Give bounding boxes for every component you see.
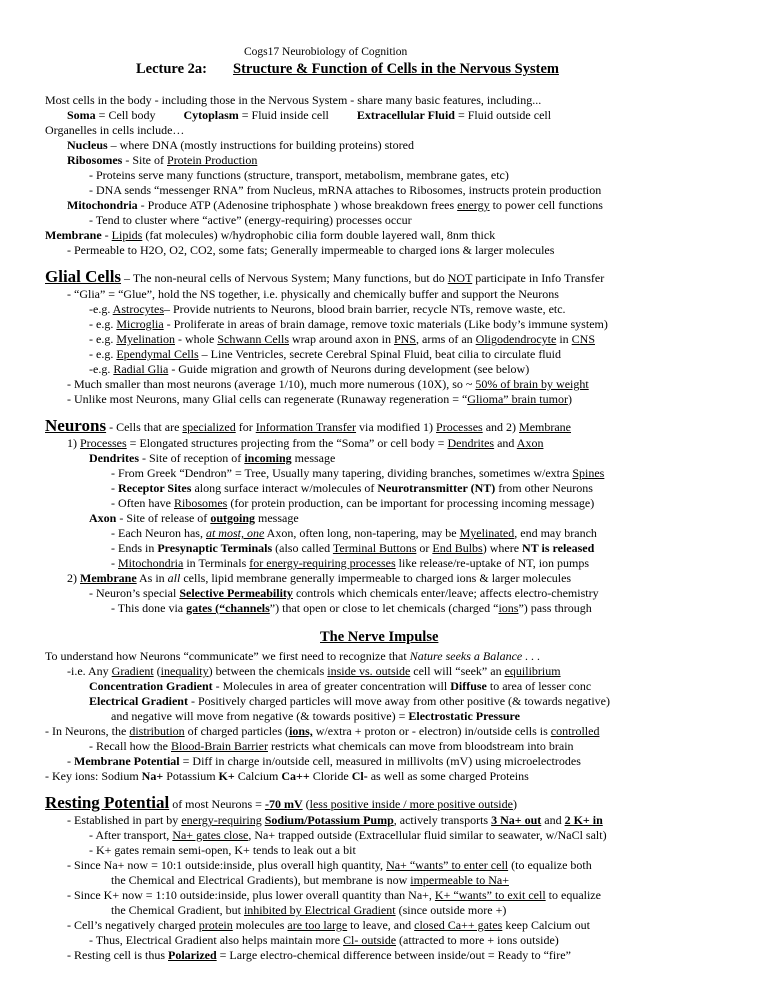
text-fragment: - Produce ATP (Adenosine triphosphate ) whose breakdown frees xyxy=(137,198,458,212)
text-fragment: - From Greek “Dendron” = Tree, Usually many tapering, dividing branches, sometimes w/extra xyxy=(111,466,573,480)
bold-text: Diffuse xyxy=(450,679,487,693)
bold-underlined-text: outgoing xyxy=(210,511,255,525)
text-fragment: to area of lesser conc xyxy=(486,679,592,693)
cytoplasm-def: = Fluid inside cell xyxy=(238,108,329,122)
text-fragment: Calcium xyxy=(234,769,282,783)
text-fragment: - e.g. xyxy=(89,332,117,346)
text-fragment: - Neuron’s special xyxy=(89,586,180,600)
membrane-sub-permeability xyxy=(89,586,599,601)
text-fragment: -e.g. xyxy=(89,362,114,376)
underlined-text: Microglia xyxy=(116,317,164,331)
underlined-text: Glioma” brain tumor xyxy=(467,392,568,406)
text-fragment: keep Calcium out xyxy=(502,918,590,932)
mitochondria-sub-1: - Tend to cluster where “active” (energy-requiring) processes occur xyxy=(89,213,412,227)
bold-text: Membrane Potential xyxy=(74,754,180,768)
nerve-impulse-heading: The Nerve Impulse xyxy=(320,629,439,645)
protein-line xyxy=(67,918,590,933)
underlined-text: Na+ “wants” to enter cell xyxy=(386,858,509,872)
text-fragment: - Recall how the xyxy=(89,739,171,753)
text-fragment: and xyxy=(494,436,517,450)
dendrites-sub-2 xyxy=(111,481,593,496)
text-fragment: - Each Neuron has, xyxy=(111,526,206,540)
text-fragment: w/extra + proton or - electron) in/outside cells is xyxy=(312,724,551,738)
italic-underlined-text: at most, one xyxy=(205,526,265,540)
electrostatic-pressure-line xyxy=(111,709,520,724)
underlined-text: Myelinated xyxy=(459,526,515,540)
ecf-term: Extracellular Fluid xyxy=(356,108,455,122)
dendrites-sub-3 xyxy=(111,496,594,511)
underlined-text: CNS xyxy=(571,332,595,346)
text-fragment: , end may branch xyxy=(514,526,597,540)
text-fragment: ”) that open or close to let chemicals (charged “ xyxy=(269,601,499,615)
text-fragment: Potassium xyxy=(163,769,219,783)
text-fragment: - e.g. xyxy=(89,317,117,331)
text-fragment: to leave, and xyxy=(347,918,415,932)
text-fragment: - e.g. xyxy=(89,347,117,361)
lecture-title: Structure & Function of Cells in the Nervous System xyxy=(233,61,559,77)
text-fragment: - Positively charged particles will move away from other positive (& towards negative) xyxy=(187,694,610,708)
text-fragment: - Resting cell is thus xyxy=(67,948,168,962)
underlined-text: K+ “wants” to exit cell xyxy=(434,888,546,902)
underlined-text: Gradient xyxy=(111,664,154,678)
text-fragment: - Site of release of xyxy=(116,511,211,525)
gradient-line xyxy=(67,664,561,679)
bold-underlined-text: Selective Permeability xyxy=(179,586,293,600)
bold-underlined-text: Sodium/Potassium Pump xyxy=(264,813,394,827)
basic-features-line xyxy=(67,108,551,123)
bold-underlined-text: Membrane xyxy=(80,571,137,585)
membrane-sub-gates xyxy=(111,601,592,616)
underlined-text: Mitochondria xyxy=(118,556,184,570)
axon-term: Axon xyxy=(89,511,117,525)
glia-glue-line: - “Glia” = “Glue”, hold the NS together, i.e. physically and chemically buffer and support the Neurons xyxy=(67,287,559,301)
nucleus-line xyxy=(67,138,414,153)
text-fragment: - xyxy=(67,754,74,768)
membrane-line xyxy=(45,228,495,243)
text-fragment: molecules xyxy=(232,918,288,932)
text-fragment: to power cell functions xyxy=(489,198,603,212)
nucleus-term: Nucleus xyxy=(67,138,108,152)
underlined-text: Protein Production xyxy=(167,153,258,167)
text-fragment: along surface interact w/molecules of xyxy=(191,481,378,495)
cl-line xyxy=(89,933,559,948)
text-fragment: ”) pass through xyxy=(518,601,592,615)
text-fragment: ) xyxy=(567,392,572,406)
text-fragment: (attracted to more + ions outside) xyxy=(396,933,559,947)
text-fragment: As in xyxy=(136,571,168,585)
underlined-text: Na+ gates close xyxy=(172,828,249,842)
text-fragment: , actively transports xyxy=(393,813,492,827)
course-line: Cogs17 Neurobiology of Cognition xyxy=(244,46,408,58)
bold-underlined-text: ions, xyxy=(289,724,313,738)
bold-underlined-text: incoming xyxy=(244,451,292,465)
bold-underlined-text: 2 K+ in xyxy=(564,813,603,827)
text-fragment: , arms of an xyxy=(416,332,476,346)
text-fragment: message xyxy=(255,511,299,525)
text-fragment: for xyxy=(235,420,256,434)
membrane-potential-line xyxy=(67,754,581,769)
glial-heading-line xyxy=(45,267,604,288)
astrocytes-line xyxy=(89,302,566,317)
text-fragment: (also called xyxy=(272,541,333,555)
resting-potential-heading: Resting Potential xyxy=(45,793,170,812)
text-fragment: - Molecules in area of greater concentration will xyxy=(212,679,451,693)
ribosomes-sub-2: - DNA sends “messenger RNA” from Nucleus, mRNA attaches to Ribosomes, instructs protein production xyxy=(89,183,602,197)
text-fragment: and 2) xyxy=(482,420,520,434)
text-fragment: - xyxy=(111,481,118,495)
text-fragment: To understand how Neurons “communicate” we first need to recognize that xyxy=(45,649,410,663)
text-fragment: message xyxy=(291,451,336,465)
text-fragment: the Chemical Gradient, but xyxy=(111,903,244,917)
glia-regenerate-line xyxy=(67,392,572,407)
bold-text: Electrostatic Pressure xyxy=(408,709,520,723)
impulse-intro-line xyxy=(45,649,540,664)
text-fragment: = Diff in charge in/outside cell, measured in millivolts (mV) using microelectrodes xyxy=(179,754,581,768)
bold-underlined-text: gates (“channels xyxy=(186,601,270,615)
text-fragment: - In Neurons, the xyxy=(45,724,130,738)
bold-text: NT is released xyxy=(522,541,595,555)
text-fragment: - Site of reception of xyxy=(139,451,245,465)
underlined-text: Dendrites xyxy=(447,436,495,450)
underlined-text: impermeable to Na+ xyxy=(410,873,509,887)
bold-text: Na+ xyxy=(141,769,164,783)
text-fragment: , Na+ trapped outside (Extracellular fluid similar to seawater, w/NaCl salt) xyxy=(248,828,607,842)
underlined-text: ions xyxy=(498,601,519,615)
text-fragment: (for protein production, can be important for processing incoming message) xyxy=(227,496,595,510)
text-fragment: (since outside more +) xyxy=(395,903,507,917)
underlined-text: Processes xyxy=(436,420,483,434)
membrane-point-line xyxy=(67,571,571,586)
underlined-text: are too large xyxy=(287,918,348,932)
text-fragment: 1) xyxy=(67,436,80,450)
text-fragment: to equalize xyxy=(545,888,601,902)
underlined-text: Membrane xyxy=(519,420,572,434)
text-fragment: - Proliferate in areas of brain damage, remove toxic materials (Like body’s immune system) xyxy=(163,317,608,331)
text-fragment: -e.g. xyxy=(89,302,113,316)
underlined-text: Astrocytes xyxy=(112,302,164,316)
text-fragment: - Since Na+ now = 10:1 outside:inside, plus overall high quantity, xyxy=(67,858,387,872)
bold-text: Receptor Sites xyxy=(118,481,192,495)
text-fragment: ) xyxy=(512,797,517,811)
italic-text: all xyxy=(167,571,181,585)
text-fragment: ) where xyxy=(482,541,523,555)
bold-text: Cl- xyxy=(351,769,368,783)
bold-text: Electrical Gradient xyxy=(89,694,188,708)
ribosomes-term: Ribosomes xyxy=(67,153,123,167)
text-fragment: cells, lipid membrane generally impermeable to charged ions & larger molecules xyxy=(180,571,572,585)
mitochondria-term: Mitochondria xyxy=(67,198,138,212)
underlined-text: closed Ca++ gates xyxy=(414,918,503,932)
text-fragment: - Key ions: Sodium xyxy=(45,769,142,783)
bold-underlined-text: Polarized xyxy=(168,948,217,962)
neurons-heading: Neurons xyxy=(45,416,107,435)
blood-brain-barrier-line xyxy=(89,739,574,754)
text-fragment: from other Neurons xyxy=(495,481,593,495)
bold-text: Neurotransmitter (NT) xyxy=(377,481,496,495)
text-fragment: - Since K+ now = 1:10 outside:inside, plus lower overall quantity than Na+, xyxy=(67,888,435,902)
bold-text: K+ xyxy=(218,769,235,783)
page-title xyxy=(136,62,559,77)
axon-sub-2 xyxy=(111,541,594,556)
nucleus-def: – where DNA (mostly instructions for building proteins) stored xyxy=(107,138,414,152)
bold-text: Presynaptic Terminals xyxy=(157,541,273,555)
underlined-text: Cl- outside xyxy=(343,933,397,947)
underlined-text: Terminal Buttons xyxy=(332,541,417,555)
radial-glia-line xyxy=(89,362,529,377)
text-fragment: – Line Ventricles, secrete Cerebral Spinal Fluid, beat cilia to circulate fluid xyxy=(198,347,561,361)
text-fragment: of charged particles ( xyxy=(184,724,290,738)
underlined-text: for energy-requiring processes xyxy=(249,556,396,570)
bold-text: Ca++ xyxy=(281,769,310,783)
text-fragment: Axon, often long, non-tapering, may be xyxy=(264,526,460,540)
electrical-gradient-line xyxy=(89,694,610,709)
underlined-text: less positive inside / more positive outside xyxy=(309,797,513,811)
key-ions-line xyxy=(45,769,529,784)
text-fragment: - xyxy=(111,556,118,570)
membrane-term: Membrane xyxy=(45,228,102,242)
text-fragment: - Site of xyxy=(122,153,168,167)
underlined-text: controlled xyxy=(550,724,600,738)
text-fragment: - Cell’s negatively charged xyxy=(67,918,199,932)
underlined-text: Schwann Cells xyxy=(217,332,289,346)
text-fragment: = Large electro-chemical difference between inside/out = Ready to “fire” xyxy=(216,948,571,962)
resting-heading-line xyxy=(45,793,517,814)
mitochondria-line xyxy=(67,198,603,213)
text-fragment: participate in Info Transfer xyxy=(472,271,605,285)
underlined-text: Processes xyxy=(80,436,127,450)
text-fragment: via modified 1) xyxy=(356,420,437,434)
text-fragment: - Thus, Electrical Gradient also helps maintain more xyxy=(89,933,344,947)
text-fragment: - Unlike most Neurons, many Glial cells can regenerate (Runaway regeneration = “ xyxy=(67,392,468,406)
text-fragment: and negative will move from negative (& towards positive) = xyxy=(111,709,409,723)
underlined-text: protein xyxy=(198,918,233,932)
underlined-text: equilibrium xyxy=(504,664,561,678)
underlined-text: Information Transfer xyxy=(255,420,357,434)
cytoplasm-term: Cytoplasm xyxy=(183,108,239,122)
text-fragment: - Ends in xyxy=(111,541,158,555)
text-fragment: (to equalize both xyxy=(508,858,592,872)
text-fragment: ( xyxy=(153,664,161,678)
underlined-text: 50% of brain by weight xyxy=(475,377,589,391)
text-fragment: as well as some charged Proteins xyxy=(367,769,529,783)
dendrites-term: Dendrites xyxy=(89,451,139,465)
microglia-line xyxy=(89,317,608,332)
ion-distribution-line xyxy=(45,724,599,739)
underlined-text: inhibited by Electrical Gradient xyxy=(243,903,396,917)
underlined-text: Lipids xyxy=(111,228,143,242)
lecture-number: Lecture 2a: xyxy=(136,61,207,77)
text-fragment: Cloride xyxy=(309,769,352,783)
glia-size-line xyxy=(67,377,589,392)
text-fragment: – The non-neural cells of Nervous System; Many functions, but do xyxy=(121,271,448,285)
ecf-def: = Fluid outside cell xyxy=(454,108,552,122)
polarized-line xyxy=(67,948,571,963)
italic-text: Nature seeks a Balance . . . xyxy=(409,649,541,663)
text-fragment: of most Neurons = xyxy=(169,797,265,811)
underlined-text: energy-requiring xyxy=(181,813,262,827)
concentration-gradient-line xyxy=(89,679,591,694)
organelles-line: Organelles in cells include… xyxy=(45,123,185,137)
text-fragment: - Guide migration and growth of Neurons during development (see below) xyxy=(168,362,530,376)
membrane-sub-1: - Permeable to H2O, O2, CO2, some fats; Generally impermeable to charged ions & larger molecules xyxy=(67,243,555,257)
text-fragment: - whole xyxy=(175,332,218,346)
text-fragment: - xyxy=(101,228,112,242)
axon-sub-3 xyxy=(111,556,589,571)
text-fragment: like release/re-uptake of NT, ion pumps xyxy=(395,556,590,570)
ribosomes-line xyxy=(67,153,257,168)
text-fragment: in Terminals xyxy=(183,556,250,570)
underlined-text: inequality xyxy=(160,664,209,678)
text-fragment: = Elongated structures projecting from the “Soma” or cell body = xyxy=(126,436,448,450)
text-fragment: - This done via xyxy=(111,601,187,615)
text-fragment: and xyxy=(541,813,565,827)
bold-underlined-text: -70 mV xyxy=(264,797,303,811)
text-fragment: (fat molecules) w/hydrophobic cilia form double layered wall, 8nm thick xyxy=(142,228,496,242)
underlined-text: Blood-Brain Barrier xyxy=(170,739,268,753)
text-fragment: - Established in part by xyxy=(67,813,182,827)
text-fragment: – Provide nutrients to Neurons, blood brain barrier, recycle NTs, remove waste, etc. xyxy=(164,302,566,316)
ependymal-line xyxy=(89,347,561,362)
underlined-text: Spines xyxy=(572,466,605,480)
text-fragment: restricts what chemicals can move from bloodstream into brain xyxy=(267,739,574,753)
na-gates-line xyxy=(89,828,607,843)
underlined-text: inside vs. outside xyxy=(327,664,411,678)
text-fragment: or xyxy=(416,541,433,555)
text-fragment: cell will “seek” an xyxy=(410,664,505,678)
underlined-text: PNS xyxy=(393,332,416,346)
underlined-text: Ependymal Cells xyxy=(116,347,199,361)
text-fragment: -i.e. Any xyxy=(67,664,112,678)
dendrites-line xyxy=(89,451,335,466)
text-fragment: ) between the chemicals xyxy=(208,664,328,678)
neurons-heading-line xyxy=(45,416,571,437)
soma-term: Soma xyxy=(67,108,96,122)
soma-def: = Cell body xyxy=(95,108,156,122)
underlined-text: Radial Glia xyxy=(113,362,169,376)
text-fragment: in xyxy=(556,332,572,346)
underlined-text: Ribosomes xyxy=(173,496,228,510)
text-fragment: wrap around axon in xyxy=(289,332,394,346)
k-gates-line: - K+ gates remain semi-open, K+ tends to leak out a bit xyxy=(89,843,356,857)
underlined-text: Axon xyxy=(516,436,544,450)
bold-underlined-text: 3 Na+ out xyxy=(491,813,542,827)
text-fragment: the Chemical and Electrical Gradients), but membrane is now xyxy=(111,873,411,887)
myelination-line xyxy=(89,332,595,347)
text-fragment: - Often have xyxy=(111,496,174,510)
ribosomes-sub-1: - Proteins serve many functions (structure, transport, metabolism, membrane gates, etc) xyxy=(89,168,509,182)
na-ratio-cont-line xyxy=(111,873,509,888)
dendrites-sub-1 xyxy=(111,466,604,481)
underlined-text: distribution xyxy=(129,724,185,738)
underlined-text: energy xyxy=(457,198,490,212)
axon-line xyxy=(89,511,299,526)
processes-line xyxy=(67,436,543,451)
intro-line: Most cells in the body - including those in the Nervous System - share many basic features, including... xyxy=(45,93,542,107)
underlined-text: NOT xyxy=(447,271,473,285)
text-fragment: controls which chemicals enter/leave; affects electro-chemistry xyxy=(292,586,599,600)
underlined-text: Oligodendrocyte xyxy=(475,332,557,346)
na-ratio-line xyxy=(67,858,592,873)
underlined-text: specialized xyxy=(182,420,236,434)
text-fragment: - After transport, xyxy=(89,828,173,842)
k-ratio-cont-line xyxy=(111,903,506,918)
glial-heading: Glial Cells xyxy=(45,267,122,286)
text-fragment: ( xyxy=(302,797,310,811)
pump-line xyxy=(67,813,603,828)
text-fragment: 2) xyxy=(67,571,80,585)
bold-text: Concentration Gradient xyxy=(89,679,213,693)
axon-sub-1 xyxy=(111,526,597,541)
k-ratio-line xyxy=(67,888,601,903)
underlined-text: End Bulbs xyxy=(432,541,483,555)
underlined-text: Myelination xyxy=(116,332,175,346)
text-fragment: - Much smaller than most neurons (average 1/10), much more numerous (10X), so ~ xyxy=(67,377,476,391)
text-fragment: - Cells that are xyxy=(106,420,183,434)
